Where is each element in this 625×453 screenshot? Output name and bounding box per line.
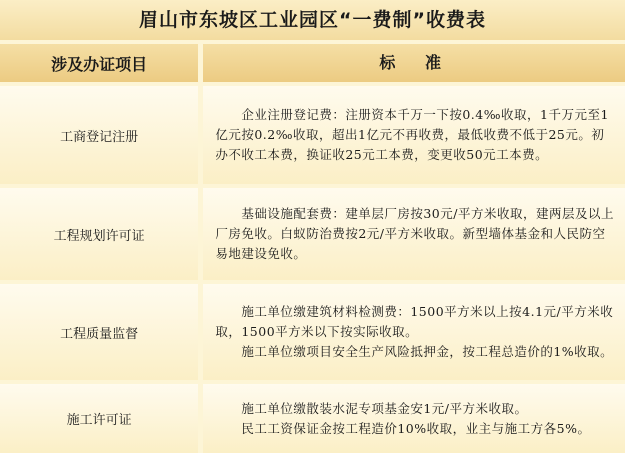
- table-row: [0, 284, 625, 380]
- standard-text: [203, 384, 625, 453]
- item-name: 施工许可证: [0, 384, 198, 453]
- standard-text: [203, 284, 625, 380]
- item-name: 工商登记注册: [0, 86, 198, 184]
- standard-text: [203, 86, 625, 184]
- item-name: 工程质量监督: [0, 284, 198, 380]
- table-header-row: [0, 44, 625, 82]
- table-row: [0, 188, 625, 280]
- standard-paragraph: 施工单位缴散装水泥专项基金安1元/平方米收取。: [215, 400, 528, 416]
- page-title: 眉山市东坡区工业园区“一费制”收费表: [0, 0, 625, 40]
- standard-paragraph: 基础设施配套费：建单层厂房按30元/平方米收取，建两层及以上厂房免收。白蚁防治费按2元/平方米收取。新型墙体基金和人民防空易地建设免收。: [215, 206, 614, 261]
- header-item-column: 涉及办证项目: [0, 44, 198, 82]
- standard-text: [203, 188, 625, 280]
- standard-paragraph: 施工单位缴建筑材料检测费：1500平方米以上按4.1元/平方米收取，1500平方米以下按实际收取。: [215, 304, 614, 339]
- standard-paragraph: 民工工资保证金按工程造价10%收取，业主与施工方各5%。: [215, 420, 591, 436]
- standard-paragraph: 企业注册登记费：注册资本千万一下按0.4‰收取，1千万元至1亿元按0.2‰收取，超出1亿元不再收费，最低收费不低于25元。初办不收工本费，换证收25元工本费，变更收50元工本费。: [215, 107, 609, 162]
- table-row: [0, 384, 625, 453]
- item-name: 工程规划许可证: [0, 188, 198, 280]
- table-row: [0, 86, 625, 184]
- standard-paragraph: 施工单位缴项目安全生产风险抵押金，按工程总造价的1%收取。: [215, 344, 614, 359]
- header-standard-column: 标 准: [203, 44, 625, 82]
